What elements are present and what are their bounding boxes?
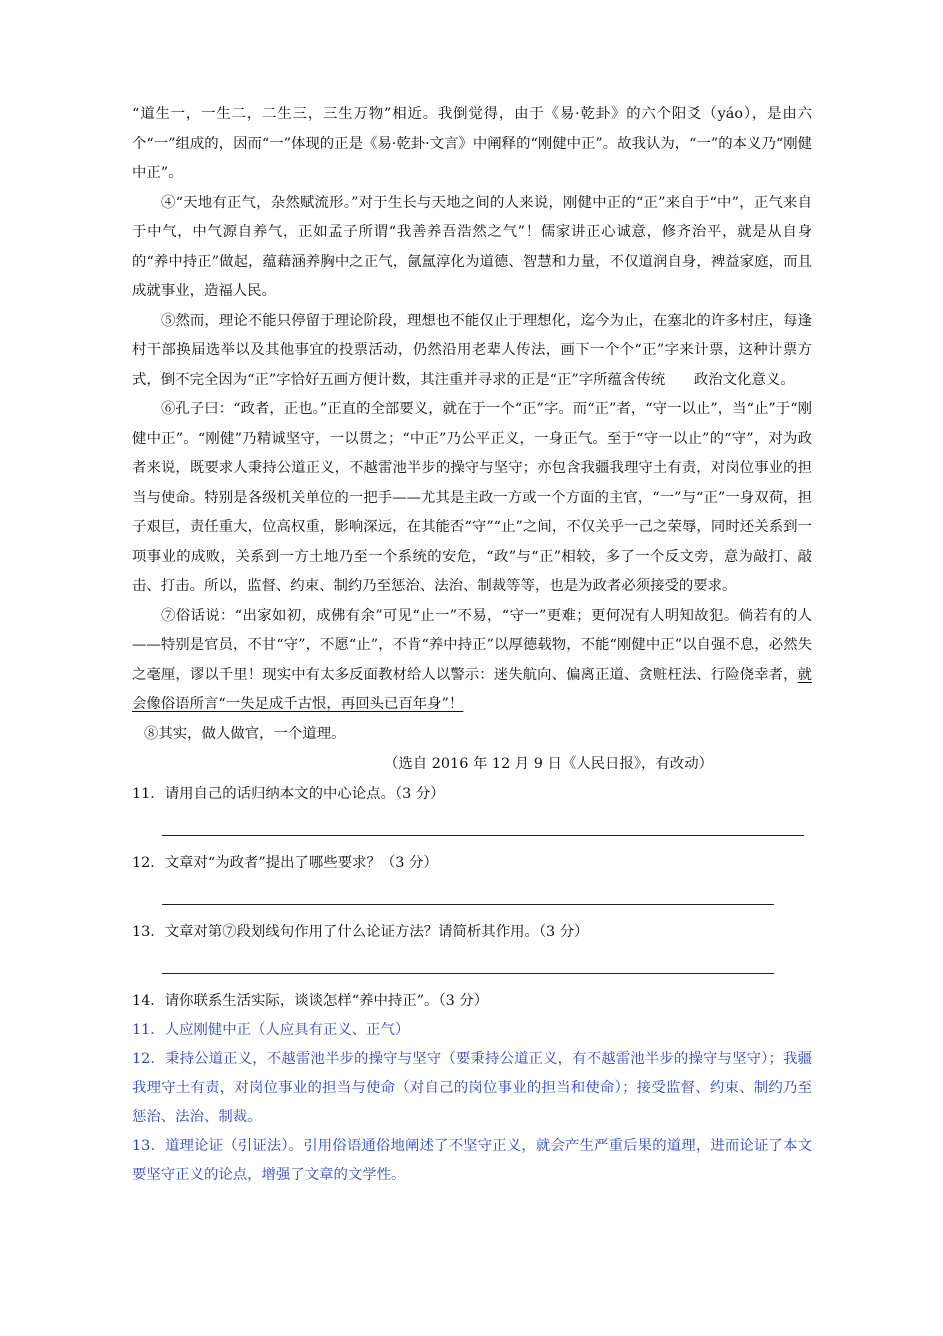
question-14: 14．请你联系生活实际，谈谈怎样“养中持正”。（3 分） <box>132 993 489 1009</box>
paragraph-6: ⑥孔子曰：“政者，正也。”正直的全部要义，就在于一个“正”字。而“正”者，“守一以止”，当“止”于“刚健中正”。“刚健”乃精诚坚守，一以贯之；“中正”乃公平正义，一身正气。至于“守一以止”的“守”，对为政者来说，既要求人秉持公道正义，不越雷池半步的操守与坚守；亦包含我疆我理守土有责，对岗位事业的担当与使命。特别是各级机关单位的一把手——尤其是主政一方或一个方面的主官，“一”与“正”一身双荷，担子艰巨，责任重大，位高权重，影响深远，在其能否“守”“止”之间，不仅关乎一己之荣辱，同时还关系到一项事业的成败，关系到一方土地乃至一个系统的安危，“政”与“正”相较，多了一个反文旁，意为敲打、敲击、打击。所以，监督、约束、制约乃至惩治、法治、制裁等等，也是为政者必须接受的要求。 <box>132 401 812 594</box>
paragraph-7 <box>132 602 812 720</box>
answer-12: 12．秉持公道正义，不越雷池半步的操守与坚守（要秉持公道正义，有不越雷池半步的操守与坚守）；我疆我理守土有责，对岗位事业的担当与使命（对自己的岗位事业的担当和使命）；接受监督、约束、制约乃至惩治、法治、制裁。 <box>132 1051 812 1125</box>
question-13: 13．文章对第⑦段划线句作用了什么论证方法？请简析其作用。（3 分） <box>132 924 589 940</box>
underlined-sentence: 就会像俗语所言“一失足成千古恨，再回头已百年身”！ <box>132 666 812 712</box>
paragraph-7-text: ⑦俗话说：“出家如初，成佛有余”可见“止一”不易，“守一”更难；更何况有人明知故犯。倘若有的人——特别是官员，不甘“守”，不愿“止”，不肯“养中持正”以厚德载物，不能“刚健中正”以自强不息，必然失之毫厘，谬以千里！现实中有太多反面教材给人以警示：迷失航向、偏离正道、贪赃枉法、行险侥幸者， <box>132 607 812 683</box>
source-citation: （选自 2016 年 12 月 9 日《人民日报》，有改动） <box>384 756 713 772</box>
paragraph-3-continued: “道生一，一生二，二生三，三生万物”相近。我倒觉得，由于《易·乾卦》的六个阳爻（yáo），是由六个“一”组成的，因而“一”体现的正是《易·乾卦·文言》中阐释的“刚健中正”。故我认为，“一”的本义乃“刚健中正”。 <box>132 106 812 181</box>
answer-13: 13．道理论证（引证法）。引用俗语通俗地阐述了不坚守正义，就会产生严重后果的道理，进而论证了本文要坚守正义的论点，增强了文章的文学性。 <box>132 1138 812 1183</box>
paragraph-8: ⑧其实，做人做官，一个道理。 <box>144 725 346 742</box>
question-12: 12．文章对“为政者”提出了哪些要求？（3 分） <box>132 855 438 871</box>
document-page <box>132 100 812 1190</box>
answer-11: 11．人应刚健中正（人应具有正义、正气） <box>132 1022 410 1038</box>
question-11: 11．请用自己的话归纳本文的中心论点。（3 分） <box>132 786 445 802</box>
paragraph-5: ⑤然而，理论不能只停留于理论阶段，理想也不能仅止于理想化，迄今为止，在塞北的许多村庄，每逢村干部换届选举以及其他事宜的投票活动，仍然沿用老辈人传法，画下一个个“正”字来计票，这种计票方式，倒不完全因为“正”字恰好五画方便计数，其注重并寻求的正是“正”字所蕴含传统 政治文化意义。 <box>132 312 812 388</box>
paragraph-4: ④“天地有正气，杂然赋流形。”对于生长与天地之间的人来说，刚健中正的“正”来自于“中”，正气来自于中气，中气源自养气，正如孟子所谓“我善养吾浩然之气”！儒家讲正心诚意，修齐治平，就是从自身的“养中持正”做起，蕴藉涵养胸中之正气，氤氲淳化为道德、智慧和力量，不仅道润自身，裨益家庭，而且成就事业，造福人民。 <box>132 194 812 299</box>
